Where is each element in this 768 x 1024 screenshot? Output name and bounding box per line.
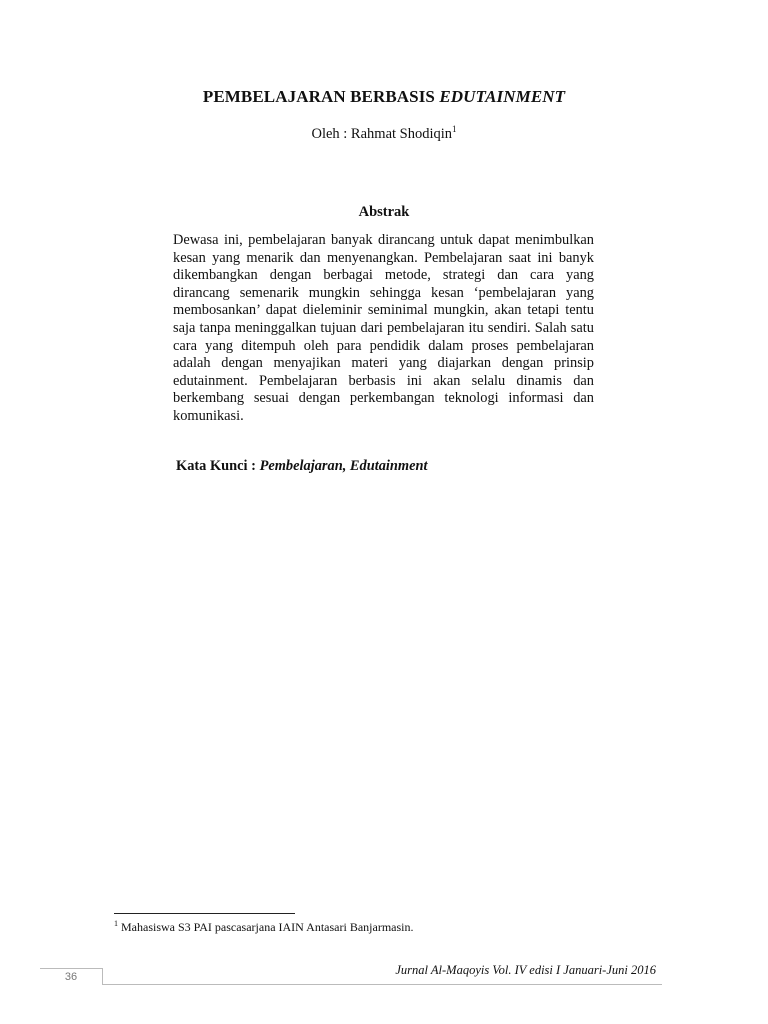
- footer-divider: [102, 984, 662, 985]
- footnote-mark: 1: [114, 919, 118, 928]
- article-title: [0, 87, 768, 107]
- author-footnote-mark: 1: [452, 124, 457, 135]
- author-name: Oleh : Rahmat Shodiqin: [311, 126, 453, 142]
- author-line: [0, 126, 768, 143]
- page-number: 36: [64, 971, 78, 983]
- keywords-line: [176, 458, 596, 475]
- abstract-body: Dewasa ini, pembelajaran banyak dirancang untuk dapat menimbulkan kesan yang menarik dan menyenangkan. Pembelajaran saat ini banyk dikembangkan dengan berbagai metode, strategi dan cara yang dirancang semenarik mungkin sehingga kesan ‘pembelajaran yang membosankan’ dapat dieleminir seminimal mungkin, akan tetapi tentu saja tanpa meninggalkan tujuan dari pembelajaran itu sendiri. Salah satu cara yang ditempuh oleh para pendidik dalam proses pembelajaran adalah dengan menyajikan materi yang diajarkan dengan prinsip edutainment. Pembelajaran berbasis ini akan selalu dinamis dan berkembang sesuai dengan perkembangan teknologi informasi dan komunikasi.: [173, 232, 594, 424]
- article-title-main: PEMBELAJARAN BERBASIS: [202, 87, 440, 106]
- keywords-label: Kata Kunci :: [176, 458, 260, 474]
- keywords-value: Pembelajaran, Edutainment: [259, 458, 428, 474]
- journal-footer: Jurnal Al-Maqoyis Vol. IV edisi I Januari-Juni 2016: [395, 963, 656, 977]
- footnote: [114, 920, 674, 935]
- footnote-divider: [114, 913, 295, 914]
- abstract-heading: Abstrak: [358, 204, 410, 220]
- article-title-italic: EDUTAINMENT: [439, 87, 566, 106]
- footnote-text: Mahasiswa S3 PAI pascasarjana IAIN Antasari Banjarmasin.: [118, 920, 414, 934]
